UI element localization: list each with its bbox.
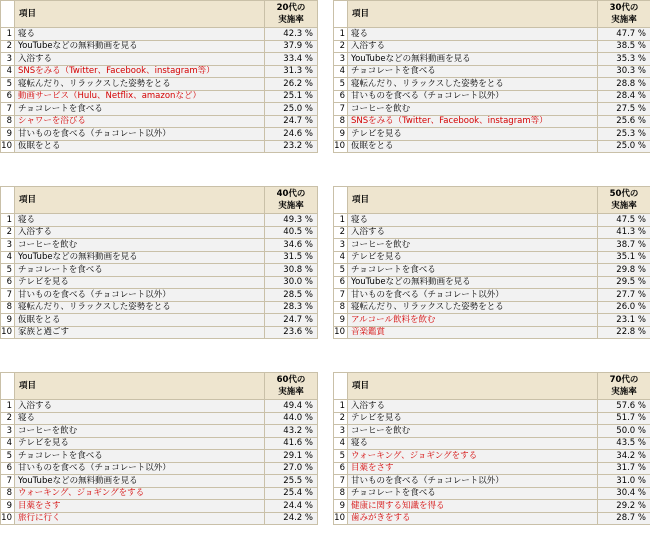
ranking-table-4: [333, 186, 650, 339]
table-row: [1, 301, 318, 314]
table-row: [1, 264, 318, 277]
rank-number: 8: [334, 115, 348, 128]
rate-value: 29.8 %: [598, 264, 650, 277]
rate-value: 37.9 %: [265, 40, 318, 53]
rate-value: 35.3 %: [598, 53, 650, 66]
rate-value: 26.2 %: [265, 78, 318, 91]
table-row: [1, 289, 318, 302]
table-header-row: [1, 187, 318, 214]
rank-number: 5: [1, 450, 15, 463]
table-row: [1, 412, 318, 425]
rate-value: 25.4 %: [265, 487, 318, 500]
rate-value: 47.5 %: [598, 214, 650, 227]
header-item-label: 項目: [348, 1, 598, 28]
rank-number: 5: [1, 78, 15, 91]
rate-value: 25.0 %: [265, 103, 318, 116]
table-row: [1, 53, 318, 66]
activity-name: YouTubeなどの無料動画を見る: [348, 276, 598, 289]
rate-value: 38.7 %: [598, 239, 650, 252]
table-row: [334, 40, 650, 53]
table-row: [334, 450, 650, 463]
header-rank-cell: [334, 187, 348, 214]
rate-value: 47.7 %: [598, 28, 650, 41]
rank-number: 3: [334, 239, 348, 252]
table-row: [334, 239, 650, 252]
table-row: [334, 103, 650, 116]
header-age-label: 70代の: [609, 375, 639, 385]
activity-name: YouTubeなどの無料動画を見る: [348, 53, 598, 66]
header-rate-label: [598, 187, 650, 214]
activity-name: コーヒーを飲む: [348, 239, 598, 252]
rank-number: 5: [334, 264, 348, 277]
activity-name: 寝る: [348, 437, 598, 450]
rate-value: 57.6 %: [598, 400, 650, 413]
activity-name: 歯みがきをする: [348, 512, 598, 525]
rate-value: 28.8 %: [598, 78, 650, 91]
activity-name: コーヒーを飲む: [15, 239, 265, 252]
rank-number: 3: [1, 53, 15, 66]
rank-number: 3: [334, 53, 348, 66]
activity-name: 入浴する: [348, 40, 598, 53]
rank-number: 2: [334, 412, 348, 425]
rate-value: 25.3 %: [598, 128, 650, 141]
rate-value: 24.7 %: [265, 115, 318, 128]
table-row: [1, 450, 318, 463]
header-rank-cell: [1, 187, 15, 214]
rate-value: 43.5 %: [598, 437, 650, 450]
rate-value: 31.0 %: [598, 475, 650, 488]
activity-name: SNSをみる（Twitter、Facebook、instagram等）: [348, 115, 598, 128]
rate-value: 31.7 %: [598, 462, 650, 475]
activity-name: YouTubeなどの無料動画を見る: [15, 475, 265, 488]
rank-number: 8: [1, 487, 15, 500]
rank-number: 5: [334, 78, 348, 91]
rate-value: 44.0 %: [265, 412, 318, 425]
rate-value: 27.7 %: [598, 289, 650, 302]
activity-name: 寝転んだり、リラックスした姿勢をとる: [348, 78, 598, 91]
table-header-row: [334, 187, 650, 214]
activity-name: 甘いものを食べる（チョコレート以外）: [15, 462, 265, 475]
table-row: [334, 53, 650, 66]
rate-value: 40.5 %: [265, 226, 318, 239]
table-row: [334, 400, 650, 413]
activity-name: 仮眠をとる: [15, 140, 265, 153]
table-row: [334, 65, 650, 78]
activity-name: 入浴する: [15, 400, 265, 413]
activity-name: チョコレートを食べる: [15, 264, 265, 277]
rate-value: 28.4 %: [598, 90, 650, 103]
rate-value: 51.7 %: [598, 412, 650, 425]
rank-number: 2: [1, 226, 15, 239]
activity-name: シャワーを浴びる: [15, 115, 265, 128]
rate-value: 29.1 %: [265, 450, 318, 463]
activity-name: ウォーキング、ジョギングをする: [15, 487, 265, 500]
activity-name: 入浴する: [15, 53, 265, 66]
rate-value: 28.7 %: [598, 512, 650, 525]
table-row: [1, 65, 318, 78]
table-row: [334, 437, 650, 450]
rate-value: 24.7 %: [265, 314, 318, 327]
table-row: [334, 326, 650, 339]
activity-name: 寝る: [348, 214, 598, 227]
rate-value: 41.3 %: [598, 226, 650, 239]
table-row: [334, 128, 650, 141]
rank-number: 6: [1, 90, 15, 103]
rate-value: 27.0 %: [265, 462, 318, 475]
rank-number: 9: [1, 314, 15, 327]
ranking-table-2: [333, 0, 650, 153]
rank-number: 2: [334, 40, 348, 53]
header-item-label: 項目: [15, 1, 265, 28]
rank-number: 6: [1, 462, 15, 475]
header-rate-label: [265, 187, 318, 214]
table-row: [334, 289, 650, 302]
table-row: [1, 326, 318, 339]
rank-number: 9: [1, 128, 15, 141]
activity-name: YouTubeなどの無料動画を見る: [15, 251, 265, 264]
rate-value: 22.8 %: [598, 326, 650, 339]
header-rank-cell: [1, 1, 15, 28]
ranking-table-3: [0, 186, 318, 339]
header-rate-label: [598, 1, 650, 28]
activity-name: 家族と過ごす: [15, 326, 265, 339]
rate-value: 38.5 %: [598, 40, 650, 53]
rate-value: 49.3 %: [265, 214, 318, 227]
header-rate-text: 実施率: [278, 15, 304, 25]
rate-value: 23.2 %: [265, 140, 318, 153]
table-row: [1, 314, 318, 327]
rate-value: 29.2 %: [598, 500, 650, 513]
activity-name: 甘いものを食べる（チョコレート以外）: [348, 90, 598, 103]
table-row: [334, 425, 650, 438]
activity-name: 仮眠をとる: [15, 314, 265, 327]
table-header-row: [1, 373, 318, 400]
activity-name: 甘いものを食べる（チョコレート以外）: [15, 128, 265, 141]
rate-value: 43.2 %: [265, 425, 318, 438]
activity-name: 入浴する: [348, 226, 598, 239]
table-row: [334, 512, 650, 525]
header-rate-label: [265, 373, 318, 400]
table-row: [1, 140, 318, 153]
header-age-label: 60代の: [276, 375, 306, 385]
activity-name: YouTubeなどの無料動画を見る: [15, 40, 265, 53]
activity-name: チョコレートを食べる: [348, 264, 598, 277]
rate-value: 35.1 %: [598, 251, 650, 264]
table-row: [1, 475, 318, 488]
rate-value: 24.2 %: [265, 512, 318, 525]
activity-name: 甘いものを食べる（チョコレート以外）: [348, 289, 598, 302]
header-rate-label: [265, 1, 318, 28]
activity-name: 寝る: [15, 412, 265, 425]
rate-value: 30.0 %: [265, 276, 318, 289]
rank-number: 5: [334, 450, 348, 463]
rate-value: 42.3 %: [265, 28, 318, 41]
rank-number: 10: [1, 512, 15, 525]
ranking-table-5: [0, 372, 318, 525]
rank-number: 4: [1, 251, 15, 264]
rate-value: 49.4 %: [265, 400, 318, 413]
header-rate-label: [598, 373, 650, 400]
activity-name: 寝転んだり、リラックスした姿勢をとる: [348, 301, 598, 314]
activity-name: 健康に関する知識を得る: [348, 500, 598, 513]
header-age-label: 50代の: [609, 189, 639, 199]
rate-value: 28.3 %: [265, 301, 318, 314]
header-rank-cell: [334, 373, 348, 400]
activity-name: 動画サービス（Hulu、Netflix、amazonなど）: [15, 90, 265, 103]
table-row: [1, 103, 318, 116]
header-age-label: 30代の: [609, 3, 639, 13]
rate-value: 50.0 %: [598, 425, 650, 438]
rate-value: 31.3 %: [265, 65, 318, 78]
rank-number: 8: [1, 301, 15, 314]
rank-number: 1: [1, 28, 15, 41]
activity-name: 入浴する: [15, 226, 265, 239]
header-item-label: 項目: [15, 187, 265, 214]
rate-value: 27.5 %: [598, 103, 650, 116]
activity-name: 音楽鑑賞: [348, 326, 598, 339]
activity-name: チョコレートを食べる: [15, 103, 265, 116]
activity-name: 寝転んだり、リラックスした姿勢をとる: [15, 78, 265, 91]
table-row: [334, 500, 650, 513]
rate-value: 23.6 %: [265, 326, 318, 339]
rate-value: 30.4 %: [598, 487, 650, 500]
rank-number: 6: [334, 462, 348, 475]
table-row: [334, 78, 650, 91]
activity-name: アルコール飲料を飲む: [348, 314, 598, 327]
rank-number: 7: [1, 103, 15, 116]
table-row: [1, 40, 318, 53]
rate-value: 25.6 %: [598, 115, 650, 128]
rank-number: 1: [334, 400, 348, 413]
table-row: [334, 115, 650, 128]
table-row: [334, 412, 650, 425]
rate-value: 25.0 %: [598, 140, 650, 153]
rank-number: 4: [334, 65, 348, 78]
rank-number: 6: [1, 276, 15, 289]
table-row: [334, 90, 650, 103]
rate-value: 34.6 %: [265, 239, 318, 252]
rank-number: 10: [334, 140, 348, 153]
table-row: [1, 128, 318, 141]
rank-number: 9: [334, 128, 348, 141]
rank-number: 2: [1, 412, 15, 425]
rate-value: 24.6 %: [265, 128, 318, 141]
table-row: [1, 437, 318, 450]
activity-name: 旅行に行く: [15, 512, 265, 525]
rank-number: 1: [1, 400, 15, 413]
header-rate-text: 実施率: [611, 201, 637, 211]
activity-name: テレビを見る: [15, 437, 265, 450]
activity-name: コーヒーを飲む: [15, 425, 265, 438]
rank-number: 7: [334, 289, 348, 302]
header-item-label: 項目: [348, 373, 598, 400]
rank-number: 4: [1, 437, 15, 450]
table-row: [1, 90, 318, 103]
activity-name: 目薬をさす: [15, 500, 265, 513]
table-row: [334, 487, 650, 500]
rank-number: 10: [1, 326, 15, 339]
rate-value: 30.3 %: [598, 65, 650, 78]
rate-value: 34.2 %: [598, 450, 650, 463]
header-item-label: 項目: [15, 373, 265, 400]
rank-number: 6: [334, 276, 348, 289]
rank-number: 10: [334, 326, 348, 339]
activity-name: ウォーキング、ジョギングをする: [348, 450, 598, 463]
header-age-label: 40代の: [276, 189, 306, 199]
table-row: [1, 78, 318, 91]
rank-number: 3: [1, 425, 15, 438]
activity-name: 仮眠をとる: [348, 140, 598, 153]
rate-value: 41.6 %: [265, 437, 318, 450]
rank-number: 2: [334, 226, 348, 239]
table-row: [1, 487, 318, 500]
rank-number: 4: [1, 65, 15, 78]
header-rate-text: 実施率: [278, 387, 304, 397]
header-rank-cell: [1, 373, 15, 400]
activity-name: 入浴する: [348, 400, 598, 413]
header-item-label: 項目: [348, 187, 598, 214]
activity-name: テレビを見る: [348, 412, 598, 425]
rank-number: 4: [334, 251, 348, 264]
activity-name: チョコレートを食べる: [15, 450, 265, 463]
table-row: [334, 276, 650, 289]
table-header-row: [1, 1, 318, 28]
rank-number: 10: [1, 140, 15, 153]
rank-number: 1: [334, 28, 348, 41]
table-row: [1, 512, 318, 525]
table-row: [334, 462, 650, 475]
table-row: [1, 28, 318, 41]
rank-number: 9: [1, 500, 15, 513]
table-row: [1, 115, 318, 128]
activity-name: SNSをみる（Twitter、Facebook、instagram等）: [15, 65, 265, 78]
rank-number: 2: [1, 40, 15, 53]
ranking-table-1: [0, 0, 318, 153]
rate-value: 33.4 %: [265, 53, 318, 66]
ranking-table-6: [333, 372, 650, 525]
table-row: [334, 251, 650, 264]
header-rank-cell: [334, 1, 348, 28]
table-row: [1, 239, 318, 252]
table-row: [1, 276, 318, 289]
activity-name: コーヒーを飲む: [348, 103, 598, 116]
table-row: [334, 28, 650, 41]
rank-number: 8: [1, 115, 15, 128]
rate-value: 24.4 %: [265, 500, 318, 513]
rank-number: 7: [1, 289, 15, 302]
table-row: [1, 462, 318, 475]
rank-number: 7: [1, 475, 15, 488]
rate-value: 31.5 %: [265, 251, 318, 264]
activity-name: テレビを見る: [15, 276, 265, 289]
header-rate-text: 実施率: [611, 387, 637, 397]
rank-number: 5: [1, 264, 15, 277]
rank-number: 9: [334, 500, 348, 513]
rank-number: 8: [334, 487, 348, 500]
table-row: [334, 314, 650, 327]
table-row: [1, 425, 318, 438]
activity-name: 寝る: [15, 214, 265, 227]
activity-name: 寝転んだり、リラックスした姿勢をとる: [15, 301, 265, 314]
rank-number: 4: [334, 437, 348, 450]
rate-value: 25.5 %: [265, 475, 318, 488]
rank-number: 1: [334, 214, 348, 227]
table-row: [1, 214, 318, 227]
rank-number: 1: [1, 214, 15, 227]
activity-name: 目薬をさす: [348, 462, 598, 475]
table-row: [1, 251, 318, 264]
header-rate-text: 実施率: [611, 15, 637, 25]
activity-name: チョコレートを食べる: [348, 65, 598, 78]
table-row: [334, 475, 650, 488]
rank-number: 3: [334, 425, 348, 438]
rank-number: 9: [334, 314, 348, 327]
activity-name: チョコレートを食べる: [348, 487, 598, 500]
table-row: [334, 226, 650, 239]
table-header-row: [334, 373, 650, 400]
activity-name: 寝る: [348, 28, 598, 41]
table-row: [1, 400, 318, 413]
table-row: [1, 500, 318, 513]
table-row: [334, 140, 650, 153]
rate-value: 26.0 %: [598, 301, 650, 314]
rate-value: 25.1 %: [265, 90, 318, 103]
table-row: [1, 226, 318, 239]
table-row: [334, 264, 650, 277]
activity-name: テレビを見る: [348, 128, 598, 141]
activity-name: テレビを見る: [348, 251, 598, 264]
rate-value: 30.8 %: [265, 264, 318, 277]
activity-name: 甘いものを食べる（チョコレート以外）: [15, 289, 265, 302]
activity-name: 甘いものを食べる（チョコレート以外）: [348, 475, 598, 488]
header-age-label: 20代の: [276, 3, 306, 13]
rank-number: 7: [334, 103, 348, 116]
table-row: [334, 214, 650, 227]
rank-number: 8: [334, 301, 348, 314]
rank-number: 7: [334, 475, 348, 488]
rank-number: 6: [334, 90, 348, 103]
table-row: [334, 301, 650, 314]
rate-value: 23.1 %: [598, 314, 650, 327]
rank-number: 3: [1, 239, 15, 252]
activity-name: コーヒーを飲む: [348, 425, 598, 438]
header-rate-text: 実施率: [278, 201, 304, 211]
table-header-row: [334, 1, 650, 28]
rate-value: 29.5 %: [598, 276, 650, 289]
rank-number: 10: [334, 512, 348, 525]
activity-name: 寝る: [15, 28, 265, 41]
rate-value: 28.5 %: [265, 289, 318, 302]
